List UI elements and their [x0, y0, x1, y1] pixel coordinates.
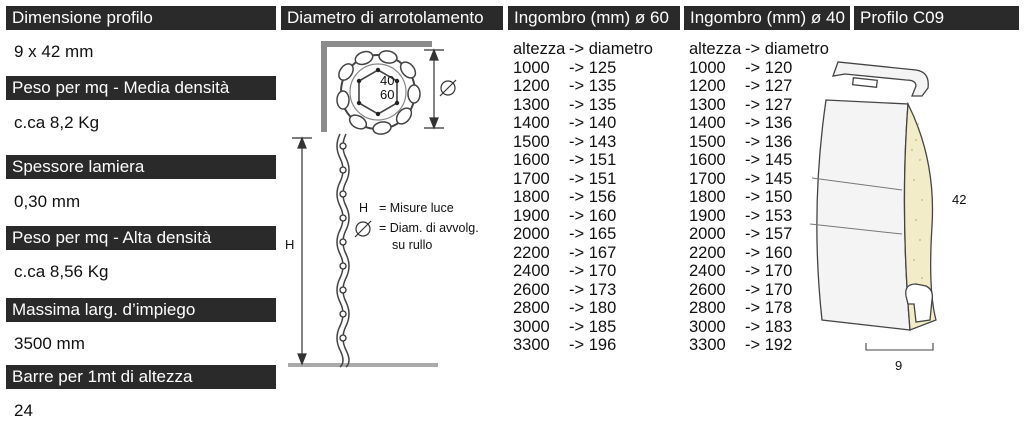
diametro-cell: -> 156: [569, 188, 617, 206]
altezza-cell: 2400: [689, 262, 726, 280]
diametro-cell: -> 143: [569, 132, 617, 151]
altezza-cell: 1900: [513, 206, 550, 225]
diametro-cell: -> 136: [745, 114, 793, 132]
profile-top-hook: [833, 62, 928, 96]
diametro-cell: -> 165: [569, 225, 617, 243]
altezza-cell: 3000: [513, 317, 550, 336]
value-dimensione-profilo: 9 x 42 mm: [14, 42, 94, 61]
diametro-cell: -> 192: [745, 336, 793, 354]
altezza-cell: 1500: [513, 132, 550, 151]
legend-h-symbol: H: [359, 201, 369, 215]
altezza-cell: 1700: [689, 169, 726, 188]
diametro-cell: -> 170: [569, 262, 617, 280]
diametro-cell: -> 185: [569, 317, 617, 336]
header-ingombro-40: Ingombro (mm) ø 40: [684, 6, 850, 30]
altezza-cell: 1400: [513, 114, 550, 132]
altezza-cell: 1000: [689, 58, 726, 77]
altezza-cell: 2800: [689, 299, 726, 317]
header-diametro-arrotolamento: Diametro di arrotolamento: [281, 6, 503, 30]
legend-h-text: = Misure luce: [379, 201, 454, 215]
altezza-cell: 3300: [513, 336, 550, 354]
altezza-cell: 2000: [689, 225, 726, 243]
altezza-cell: 2600: [513, 280, 550, 299]
diametro-cell: -> 145: [745, 151, 793, 169]
diametro-cell: -> 170: [745, 280, 793, 299]
profile-width-label: 9: [895, 358, 903, 373]
header-massima-larghezza: Massima larg. d’impiego: [6, 298, 276, 322]
altezza-cell: 2000: [513, 225, 550, 243]
altezza-cell: 2200: [513, 243, 550, 262]
header-peso-alta-densita: Peso per mq - Alta densità: [6, 226, 276, 250]
altezza-cell: 1700: [513, 169, 550, 188]
legend-diam-text-1: = Diam. di avvolg.: [379, 221, 479, 235]
roll-label-40: 40: [380, 73, 395, 88]
altezza-cell: 1900: [689, 206, 726, 225]
col-diametro: -> diametro: [745, 40, 829, 58]
diametro-cell: -> 140: [569, 114, 617, 132]
col-altezza: altezza: [689, 40, 742, 58]
col-diametro: -> diametro: [569, 40, 653, 58]
diametro-cell: -> 196: [569, 336, 617, 354]
altezza-cell: 1400: [689, 114, 726, 132]
header-profilo-c09: Profilo C09: [854, 6, 1019, 30]
diametro-cell: -> 127: [745, 77, 793, 95]
diametro-cell: -> 135: [569, 95, 617, 114]
header-peso-media-densita: Peso per mq - Media densità: [6, 76, 276, 100]
altezza-cell: 2400: [513, 262, 550, 280]
altezza-cell: 1800: [513, 188, 550, 206]
header-spessore-lamiera: Spessore lamiera: [6, 155, 276, 179]
altezza-cell: 1800: [689, 188, 726, 206]
diametro-cell: -> 151: [569, 151, 617, 169]
altezza-cell: 1300: [689, 95, 726, 114]
value-barre-per-metro: 24: [14, 401, 33, 420]
altezza-cell: 1600: [689, 151, 726, 169]
diametro-cell: -> 167: [569, 243, 617, 262]
altezza-cell: 1200: [689, 77, 726, 95]
diametro-cell: -> 160: [745, 243, 793, 262]
profile-width-dimension: [866, 343, 933, 350]
diametro-cell: -> 135: [569, 77, 617, 95]
diametro-cell: -> 125: [569, 58, 617, 77]
value-peso-alta-densita: c.ca 8,56 Kg: [14, 262, 109, 281]
value-massima-larghezza: 3500 mm: [14, 334, 85, 353]
roll-label-60: 60: [380, 87, 395, 102]
legend-diam-text-2: su rullo: [392, 238, 433, 252]
value-peso-media-densita: c.ca 8,2 Kg: [14, 113, 100, 132]
diametro-cell: -> 150: [745, 188, 793, 206]
col-altezza: altezza: [513, 40, 566, 58]
altezza-cell: 3000: [689, 317, 726, 336]
altezza-cell: 1300: [513, 95, 550, 114]
diametro-cell: -> 157: [745, 225, 793, 243]
diametro-cell: -> 145: [745, 169, 793, 188]
altezza-cell: 2600: [689, 280, 726, 299]
header-dimensione-profilo: Dimensione profilo: [6, 6, 276, 30]
value-spessore-lamiera: 0,30 mm: [14, 192, 81, 211]
diametro-cell: -> 160: [569, 206, 617, 225]
diametro-cell: -> 170: [745, 262, 793, 280]
altezza-cell: 1200: [513, 77, 550, 95]
diametro-cell: -> 178: [745, 299, 793, 317]
diametro-cell: -> 151: [569, 169, 617, 188]
diametro-cell: -> 153: [745, 206, 793, 225]
altezza-cell: 2200: [689, 243, 726, 262]
altezza-cell: 3300: [689, 336, 726, 354]
altezza-cell: 2800: [513, 299, 550, 317]
diametro-cell: -> 136: [745, 132, 793, 151]
diametro-cell: -> 127: [745, 95, 793, 114]
diametro-cell: -> 120: [745, 58, 793, 77]
height-symbol-label: H: [285, 237, 295, 252]
altezza-cell: 1000: [513, 58, 550, 77]
header-barre-per-metro: Barre per 1mt di altezza: [6, 365, 276, 389]
diametro-cell: -> 183: [745, 317, 793, 336]
diametro-cell: -> 173: [569, 280, 617, 299]
altezza-cell: 1500: [689, 132, 726, 151]
altezza-cell: 1600: [513, 151, 550, 169]
diametro-cell: -> 180: [569, 299, 617, 317]
profile-height-label: 42: [952, 192, 967, 207]
header-ingombro-60: Ingombro (mm) ø 60: [508, 6, 680, 30]
